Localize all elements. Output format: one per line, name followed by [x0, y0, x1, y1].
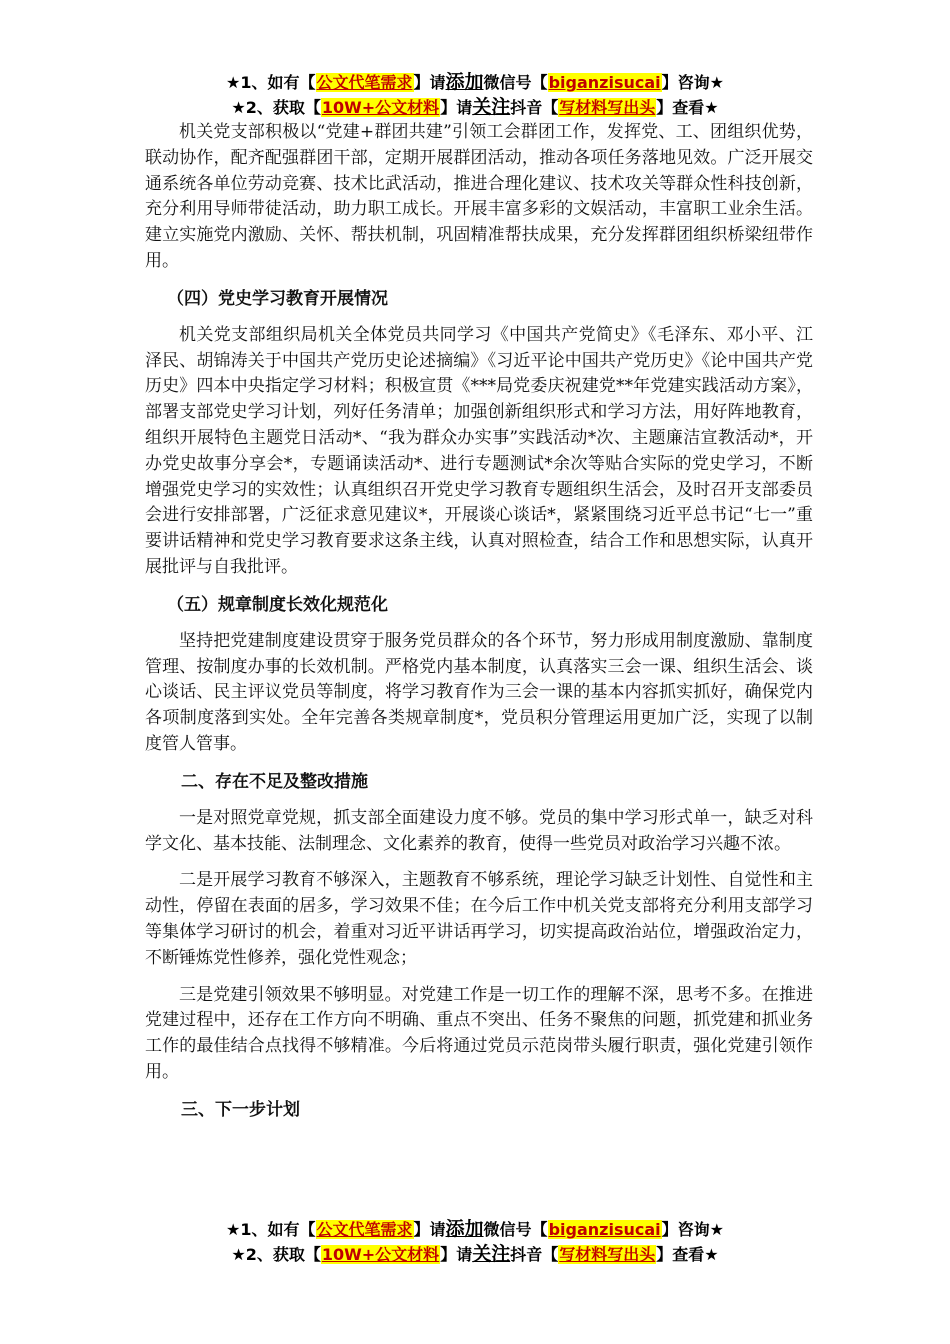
highlight-douyin: 写材料写出头: [559, 1245, 656, 1264]
highlight-douyin: 写材料写出头: [559, 98, 656, 117]
top-banner: [0, 70, 950, 120]
paragraph-shortcoming-1: 一是对照党章党规，抓支部全面建设力度不够。党员的集中学习形式单一，缺乏对科学文化、基本技能、法制理念、文化素养的教育，使得一些党员对政治学习兴趣不浓。: [145, 807, 813, 854]
star-icon: ★: [226, 1220, 241, 1239]
star-icon: ★: [226, 73, 241, 92]
highlight-service: 公文代笔需求: [316, 1220, 413, 1239]
highlight-service: 公文代笔需求: [316, 73, 413, 92]
banner-line-1: ★1、如有【公文代笔需求】请添加微信号【biganzisucai】咨询★: [226, 71, 724, 93]
heading-shortcomings: 二、存在不足及整改措施: [181, 771, 368, 792]
paragraph-party-history: 机关党支部组织局机关全体党员共同学习《中国共产党简史》《毛泽东、邓小平、江泽民、胡锦涛关于中国共产党历史论述摘编》《习近平论中国共产党历史》《论中国共产党历史》四本中央指定学习材料；积极宣贯《***局党委庆祝建党**年党建实践活动方案》，部署支部党史学习计划，列好任务清单；加强创新组织形式和学习方法，用好阵地教育，组织开展特色主题党日活动*、“我为群众办实事”实践活动*次、主题廉洁宣教活动*，开办党史故事分享会*，专题诵读活动*、进行专题测试*余次等贴合实际的党史学习，不断增强党史学习的实效性；认真组织召开党史学习教育专题组织生活会，及时召开支部委员会进行安排部署，广泛征求意见建议*，开展谈心谈话*，紧紧围绕习近平总书记“七一”重要讲话精神和党史学习教育要求这条主线，认真对照检查，结合工作和思想实际，认真开展批评与自我批评。: [145, 324, 813, 577]
banner-line-2: ★2、获取【10W+公文材料】请关注抖音【写材料写出头】查看★: [231, 96, 719, 118]
highlight-materials: 10W+公文材料: [321, 98, 440, 117]
paragraph-regulations: 坚持把党建制度建设贯穿于服务党员群众的各个环节，努力形成用制度激励、靠制度管理、按制度办事的长效机制。严格党内基本制度，认真落实三会一课、组织生活会、谈心谈话、民主评议党员等制度，将学习教育作为三会一课的基本内容抓实抓好，确保党内各项制度落到实处。全年完善各类规章制度*，党员积分管理运用更加广泛，实现了以制度管人管事。: [145, 630, 813, 754]
star-icon: ★: [231, 1245, 246, 1264]
document-body: [145, 120, 813, 1134]
paragraph-shortcoming-3: 三是党建引领效果不够明显。对党建工作是一切工作的理解不深，思考不多。在推进党建过程中，还存在工作方向不明确、重点不突出、任务不聚焦的问题，抓党建和抓业务工作的最佳结合点找得不够精准。今后将通过党员示范岗带头履行职责，强化党建引领作用。: [145, 984, 813, 1082]
star-icon: ★: [231, 98, 246, 117]
highlight-wechat-id: biganzisucai: [548, 1220, 661, 1239]
heading-party-history: （四）党史学习教育开展情况: [167, 288, 388, 309]
banner-line-2: ★2、获取【10W+公文材料】请关注抖音【写材料写出头】查看★: [231, 1243, 719, 1265]
banner-line-1: ★1、如有【公文代笔需求】请添加微信号【biganzisucai】咨询★: [226, 1218, 724, 1240]
paragraph-shortcoming-2: 二是开展学习教育不够深入，主题教育不够系统，理论学习缺乏计划性、自觉性和主动性，停留在表面的居多，学习效果不佳；在今后工作中机关党支部将充分利用支部学习等集体学习研讨的机会，着重对习近平讲话再学习，切实提高政治站位，增强政治定力，不断锤炼党性修养，强化党性观念；: [145, 870, 813, 968]
bottom-banner: [0, 1217, 950, 1267]
paragraph-group-work: 机关党支部积极以“党建+群团共建”引领工会群团工作，发挥党、工、团组织优势，联动协作，配齐配强群团干部，定期开展群团活动，推动各项任务落地见效。广泛开展交通系统各单位劳动竞赛、技术比武活动，推进合理化建议、技术攻关等群众性科技创新，充分利用导师带徒活动，助力职工成长。开展丰富多彩的文娱活动，丰富职工业余生活。建立实施党内激励、关怀、帮扶机制，巩固精准帮扶成果，充分发挥群团组织桥梁纽带作用。: [145, 122, 813, 271]
highlight-wechat-id: biganzisucai: [548, 73, 661, 92]
heading-regulations: （五）规章制度长效化规范化: [167, 594, 388, 615]
highlight-materials: 10W+公文材料: [321, 1245, 440, 1264]
heading-next-plan: 三、下一步计划: [181, 1099, 300, 1120]
